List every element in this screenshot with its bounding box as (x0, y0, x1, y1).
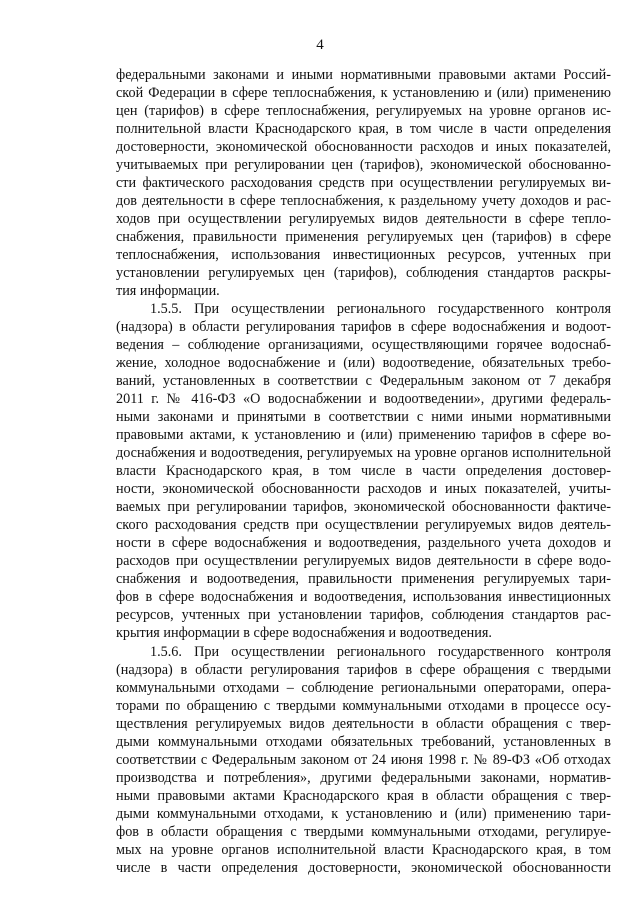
text-line: расходов при осуществлении регулируемых видов деятельности в сфере водо- (116, 553, 611, 570)
text-line: ности, экономической обоснованности расходов и иных показателей, учиты- (116, 481, 611, 498)
text-line: ваемых при регулировании тарифов, экономической обоснованности фактиче- (116, 499, 611, 516)
text-line: фов в сфере водоснабжения и водоотведения, использования инвестиционных (116, 589, 611, 606)
text-line: дыми коммунальными отходами, к установлению и (или) применению тари- (116, 805, 611, 822)
text-line: федеральными законами и иными нормативными правовыми актами Россий- (116, 67, 611, 83)
text-line: фов в области обращения с твердыми коммунальными отходами, регулируе- (116, 823, 611, 840)
text-line: 1.5.5. При осуществлении регионального государственного контроля (150, 301, 611, 318)
text-line: снабжения и водоотведения, правильности применения регулируемых тари- (116, 571, 611, 588)
text-line: теплоснабжения, использования инвестиционных ресурсов, учтенных при (116, 247, 611, 264)
text-line: крытия информации в сфере водоснабжения и водоотведения. (116, 625, 492, 642)
text-line: сти фактического расходования средств при осуществлении регулируемых ви- (116, 175, 611, 192)
text-line: цен (тарифов) в сфере теплоснабжения, регулируемых на уровне органов ис- (116, 103, 611, 120)
text-line: торами по обращению с твердыми коммунальными отходами в процессе осу- (116, 697, 611, 714)
document-body (116, 66, 611, 877)
text-line: достоверности, экономической обоснованности расходов и иных показателей, (116, 139, 611, 156)
text-line: соответствии с Федеральным законом от 24 июня 1998 г. № 89-ФЗ «Об отходах (116, 751, 611, 768)
text-line: ходов при осуществлении регулируемых видов деятельности в сфере тепло- (116, 211, 611, 228)
text-line: ресурсов, учтенных при установлении тарифов, соблюдения стандартов рас- (116, 607, 611, 624)
text-line: 1.5.6. При осуществлении регионального государственного контроля (150, 643, 611, 660)
text-line: числе в части определения достоверности, экономической обоснованности (116, 859, 611, 876)
text-line: ществления регулируемых видов деятельности в области обращения с твер- (116, 715, 611, 732)
page-number: 4 (316, 37, 324, 53)
text-line: ведения – соблюдение организациями, осуществляющими горячее водоснаб- (116, 337, 611, 354)
text-line: правовыми актами, к установлению и (или) применению тарифов в сфере во- (116, 427, 611, 444)
text-line: доснабжения и водоотведения, регулируемых на уровне органов исполнительной (116, 445, 611, 462)
text-line: ского расходования средств при осуществлении регулируемых видов деятель- (116, 517, 611, 534)
text-line: ными правовыми актами Краснодарского края в области обращения с твер- (116, 787, 611, 804)
text-line: ваний, установленных в соответствии с Федеральным законом от 7 декабря (116, 373, 611, 390)
text-line: дов деятельности в сфере теплоснабжения, к раздельному учету доходов и рас- (116, 193, 611, 210)
text-line: коммунальными отходами – соблюдение региональными операторами, опера- (116, 679, 611, 696)
text-line: производства и потребления», другими федеральными законами, норматив- (116, 769, 611, 786)
text-line: мых на уровне органов исполнительной власти Краснодарского края, в том (116, 841, 611, 858)
text-line: власти Краснодарского края, в том числе в части определения достовер- (116, 463, 611, 480)
text-line: полнительной власти Краснодарского края, в том числе в части определения (116, 121, 611, 138)
text-line: ской Федерации в сфере теплоснабжения, к установлению и (или) применению (116, 85, 611, 102)
text-line: учитываемых при регулировании цен (тарифов), экономической обоснованно- (116, 157, 611, 174)
text-line: снабжения, правильности применения регулируемых цен (тарифов) в сфере (116, 229, 611, 246)
text-line: дыми коммунальными отходами обязательных требований, установленных в (116, 733, 611, 750)
text-line: (надзора) в области регулирования тарифов в сфере обращения с твердыми (116, 661, 611, 678)
text-line: тия информации. (116, 283, 220, 300)
text-line: (надзора) в области регулирования тарифов в сфере водоснабжения и водоот- (116, 319, 611, 336)
text-line: ными законами и принятыми в соответствии с ними иными нормативными (116, 409, 611, 426)
text-line: 2011 г. № 416-ФЗ «О водоснабжении и водоотведении», другими федераль- (116, 391, 611, 408)
text-line: жение, холодное водоснабжение и (или) водоотведение, обязательных требо- (116, 355, 611, 372)
text-line: ности в сфере водоснабжения и водоотведения, раздельного учета доходов и (116, 535, 611, 552)
text-line: установлении регулируемых цен (тарифов), соблюдения стандартов раскры- (116, 265, 611, 282)
